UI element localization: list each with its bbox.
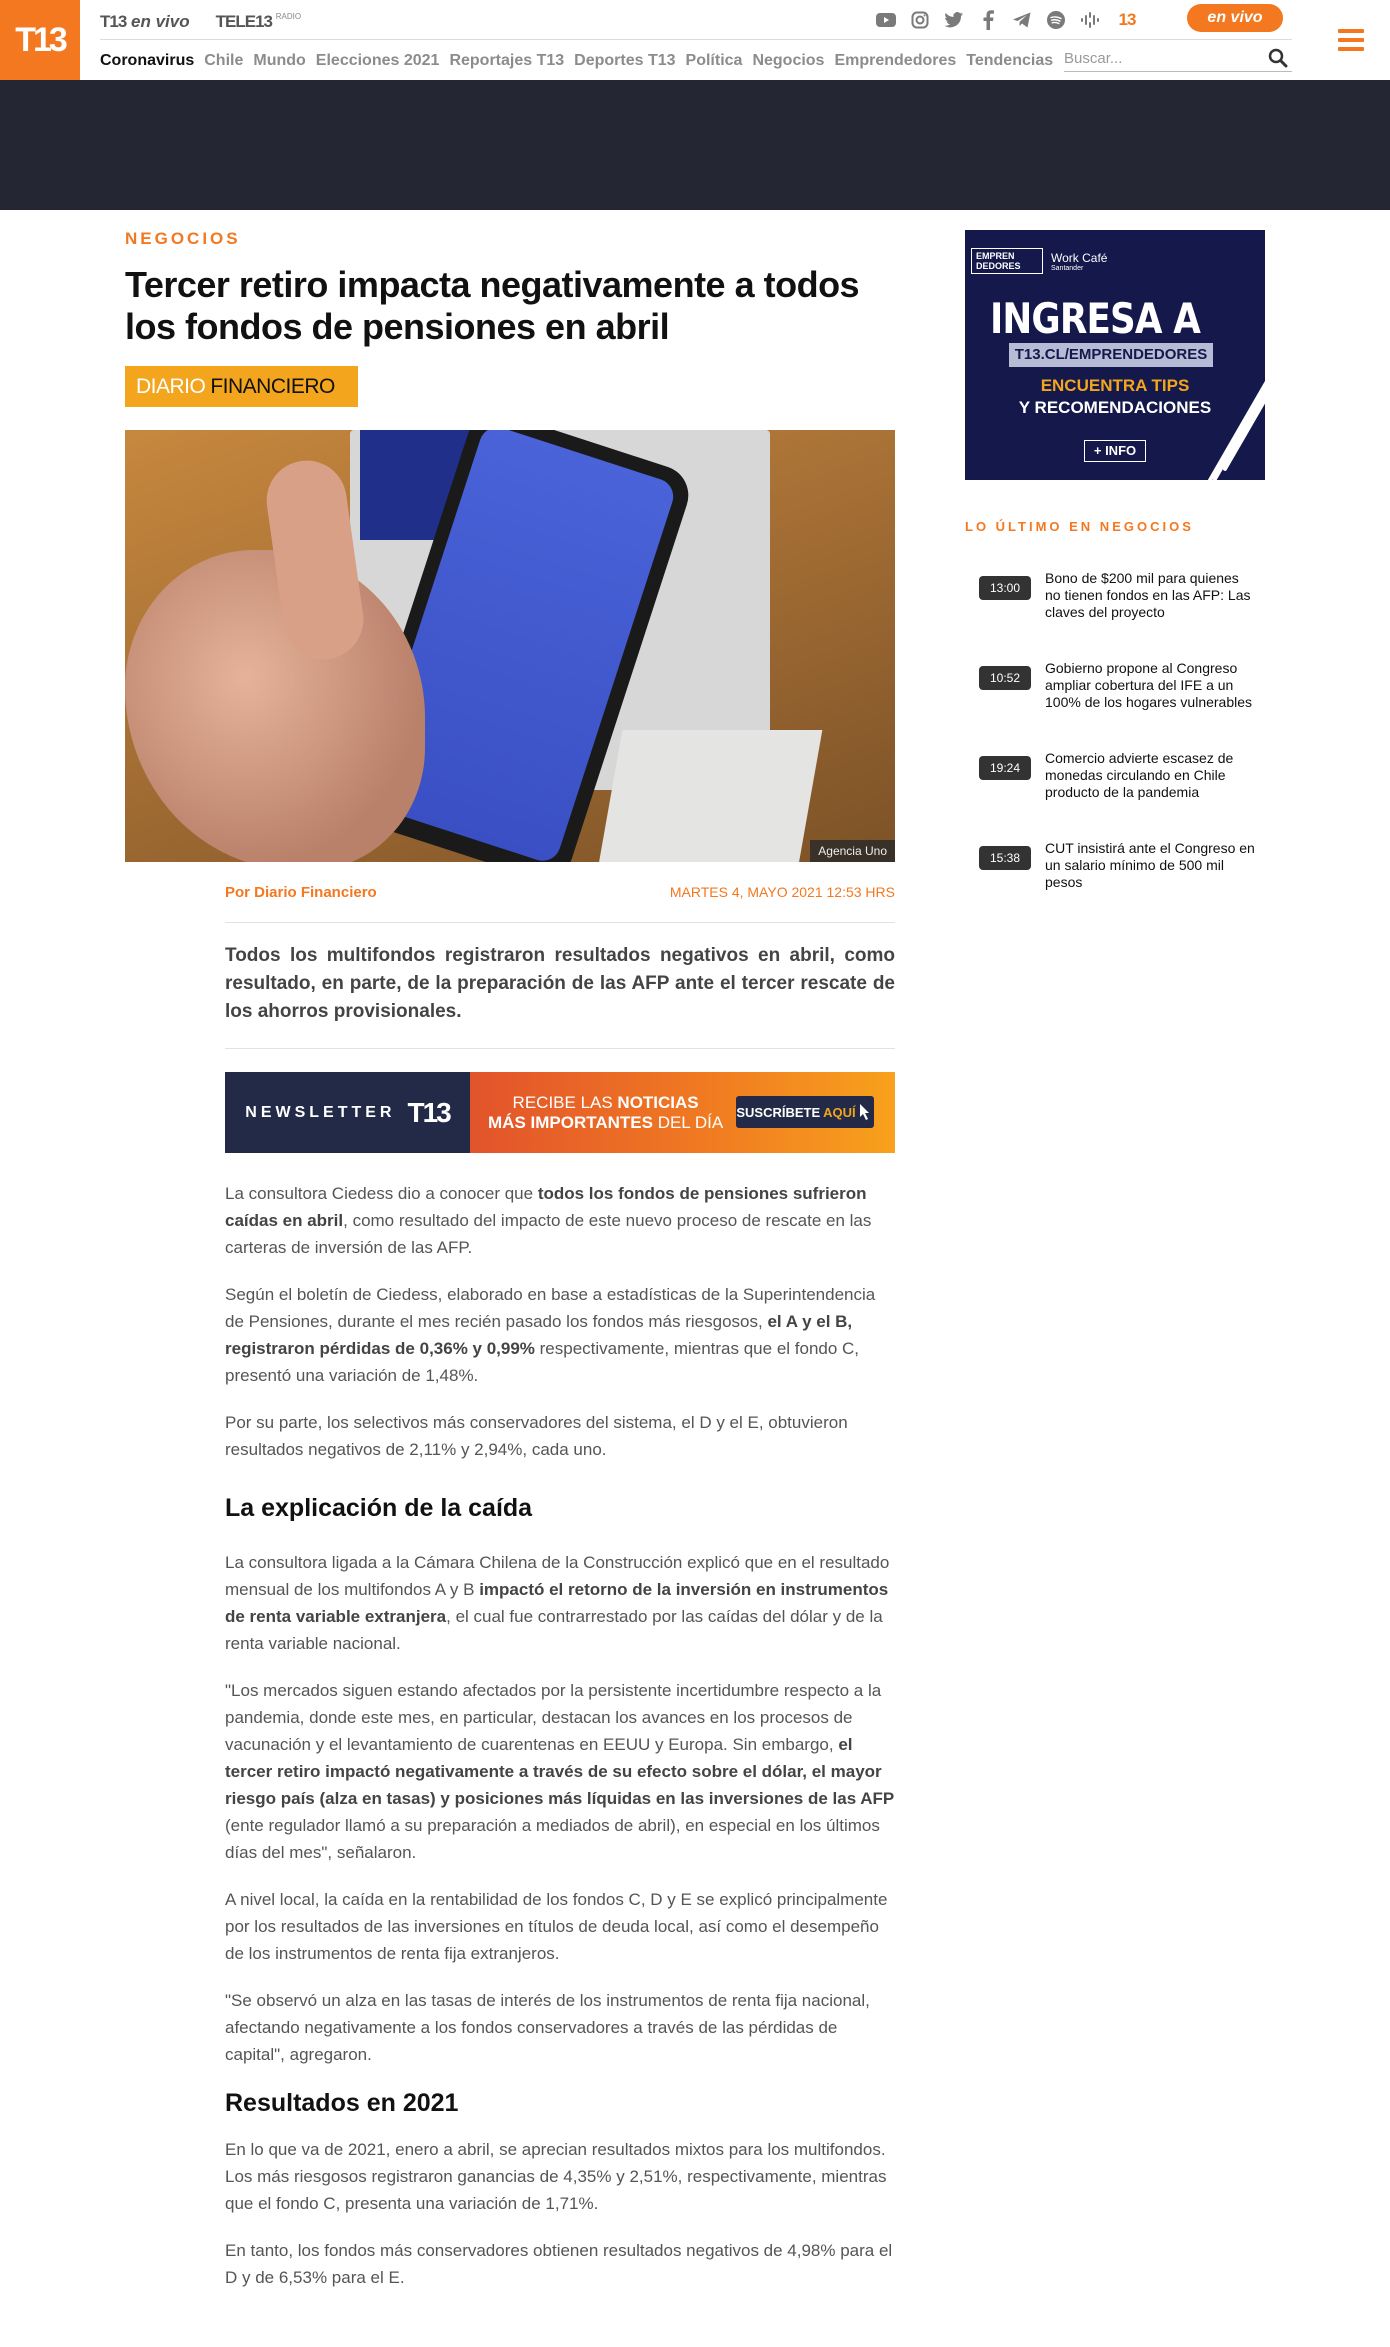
brand-t13-en-vivo[interactable] bbox=[100, 12, 190, 32]
latest-list bbox=[979, 570, 1259, 930]
newsletter-logo: T13 bbox=[407, 1096, 450, 1128]
nav-item-tendencias[interactable]: Tendencias bbox=[966, 52, 1054, 69]
paragraph: "Los mercados siguen estando afectados por la persistente incertidumbre respecto a la pandemia, donde este mes, en particular, destacan los avances en los procesos de vacunación y el levantamiento de cuarentenas en EEUU y Europa. Sin embargo, el tercer retiro impactó negativamente a través de su efecto sobre el dólar, el mayor riesgo país (alza en tasas) y posiciones más líquidas en las inversiones de las AFP (ente regulador llamó a su preparación a mediados de abril), en especial en los últimos días del mes", señalaron. bbox=[225, 1681, 895, 1862]
newsletter-text-2: MÁS IMPORTANTES bbox=[488, 1113, 653, 1132]
photo-credit: Agencia Uno bbox=[810, 840, 895, 862]
nav-item-elecciones[interactable]: Elecciones 2021 bbox=[315, 52, 440, 69]
nav-item-coronavirus[interactable]: Coronavirus bbox=[100, 52, 195, 69]
workcafe-logo: Work Café Santander bbox=[1051, 250, 1108, 272]
newsletter-left bbox=[225, 1072, 470, 1153]
nav-item-reportajes[interactable]: Reportajes T13 bbox=[449, 52, 565, 69]
hero-image bbox=[125, 430, 895, 862]
ad-url: T13.CL/EMPRENDEDORES bbox=[1009, 343, 1213, 367]
newsletter-text-1b: NOTICIAS bbox=[617, 1093, 699, 1112]
main-nav bbox=[100, 50, 1053, 72]
newsletter-text bbox=[488, 1093, 723, 1133]
paragraph: "Se observó un alza en las tasas de interés de los instrumentos de renta fija nacional, afectando negativamente a los fondos conservadores a través de las pérdidas de capital", agregaron. bbox=[225, 1991, 870, 2064]
brand-radio-label: TELE13 bbox=[215, 12, 272, 31]
nav-divider bbox=[100, 39, 1292, 40]
subscribe-button[interactable] bbox=[736, 1096, 874, 1128]
subscribe-label-b: AQUÍ bbox=[823, 1104, 856, 1120]
ad-recommendations: Y RECOMENDACIONES bbox=[1018, 398, 1212, 417]
nav-item-chile[interactable]: Chile bbox=[204, 52, 244, 69]
paragraph: A nivel local, la caída en la rentabilidad de los fondos C, D y E se explicó principalmente por los resultados de las inversiones en títulos de deuda local, así como el desempeño de los instrumentos de renta fija extranjeros. bbox=[225, 1890, 888, 1963]
list-item[interactable] bbox=[979, 570, 1259, 660]
sidebar-ad-emprendedores[interactable] bbox=[965, 230, 1265, 480]
newsletter-banner[interactable] bbox=[225, 1072, 895, 1153]
social-links bbox=[876, 7, 1140, 33]
top-ad-banner[interactable] bbox=[0, 80, 1390, 210]
brand-live-prefix: T13 bbox=[100, 12, 127, 31]
brand-row bbox=[100, 10, 301, 34]
list-item[interactable] bbox=[979, 660, 1259, 750]
latest-heading: LO ÚLTIMO EN NEGOCIOS bbox=[965, 519, 1194, 534]
divider bbox=[225, 1048, 895, 1049]
latest-headline[interactable]: CUT insistirá ante el Congreso en un salario mínimo de 500 mil pesos bbox=[1045, 840, 1255, 890]
byline[interactable]: Por Diario Financiero bbox=[225, 884, 377, 901]
source-badge-part-2: FINANCIERO bbox=[210, 374, 335, 398]
section-tag[interactable]: NEGOCIOS bbox=[125, 229, 241, 248]
brand-radio-small: RADIO bbox=[275, 12, 302, 21]
instagram-icon[interactable] bbox=[910, 10, 930, 30]
publish-date: MARTES 4, MAYO 2021 12:53 HRS bbox=[669, 884, 895, 900]
ad-info-button[interactable]: + INFO bbox=[1084, 440, 1146, 462]
paragraph: Según el boletín de Ciedess, elaborado en base a estadísticas de la Superintendencia de Pensiones, durante el mes recién pasado los fondos más riesgosos, el A y el B, registraron pérdidas de 0,36% y 0,99% respectivamente, mientras que el fondo C, presentó una variación de 1,48%. bbox=[225, 1285, 876, 1385]
paragraph: Por su parte, los selectivos más conservadores del sistema, el D y el E, obtuvieron resultados negativos de 2,11% y 2,94%, cada uno. bbox=[225, 1413, 848, 1459]
newsletter-word: NEWSLETTER bbox=[245, 1103, 396, 1121]
newsletter-text-1: RECIBE LAS bbox=[512, 1093, 618, 1112]
latest-headline[interactable]: Gobierno propone al Congreso ampliar cobertura del IFE a un 100% de los hogares vulnerables bbox=[1045, 660, 1253, 710]
logo-text: T13 bbox=[15, 20, 65, 59]
paragraph: La consultora Ciedess dio a conocer que todos los fondos de pensiones sufrieron caídas en abril, como resultado del impacto de este nuevo proceso de rescate en las carteras de inversión de las AFP. bbox=[225, 1184, 872, 1257]
article-title: Tercer retiro impacta negativamente a todos los fondos de pensiones en abril bbox=[125, 264, 860, 347]
t13-logo[interactable] bbox=[0, 0, 80, 80]
youtube-icon[interactable] bbox=[876, 10, 896, 30]
source-badge-part-1: DIARIO bbox=[136, 374, 206, 398]
cursor-icon bbox=[858, 1103, 874, 1121]
subheading: Resultados en 2021 bbox=[225, 2089, 459, 2117]
ad-headline: INGRESA A bbox=[989, 294, 1201, 343]
divider bbox=[225, 922, 895, 923]
emprendedores-logo: EMPREN DEDORES bbox=[971, 248, 1043, 274]
site-header bbox=[0, 0, 1390, 80]
spotify-icon[interactable] bbox=[1046, 10, 1066, 30]
en-vivo-button[interactable]: en vivo bbox=[1187, 4, 1283, 32]
list-item[interactable] bbox=[979, 840, 1259, 930]
nav-item-politica[interactable]: Política bbox=[685, 52, 743, 69]
subscribe-label: SUSCRÍBETE bbox=[736, 1104, 821, 1120]
hamburger-menu-icon[interactable] bbox=[1338, 29, 1364, 51]
paragraph: En lo que va de 2021, enero a abril, se aprecian resultados mixtos para los multifondos. Los más riesgosos registraron ganancias de 4,35% y 2,51%, respectivamente, mientras que el fondo C, presenta una variación de 1,71%. bbox=[225, 2140, 887, 2213]
newsletter-text-2b: DEL DÍA bbox=[652, 1113, 724, 1132]
ad-logos bbox=[971, 248, 1107, 274]
nav-item-negocios[interactable]: Negocios bbox=[752, 52, 825, 69]
podcast-icon[interactable] bbox=[1080, 10, 1100, 30]
article-lead: Todos los multifondos registraron resultados negativos en abril, como resultado, en parte, de la preparación de las AFP ante el tercer rescate de los ahorros provisionales. bbox=[225, 945, 895, 1022]
latest-headline[interactable]: Bono de $200 mil para quienes no tienen fondos en las AFP: Las claves del proyecto bbox=[1045, 570, 1251, 620]
nav-item-emprendedores[interactable]: Emprendedores bbox=[834, 52, 957, 69]
time-badge: 19:24 bbox=[979, 756, 1031, 780]
paragraph: La consultora ligada a la Cámara Chilena de la Construcción explicó que en el resultado mensual de los multifondos A y B impactó el retorno de la inversión en instrumentos de renta variable extranjera, el cual fue contrarrestado por las caídas del dólar y de la renta variable nacional. bbox=[225, 1553, 890, 1653]
search-icon[interactable] bbox=[1268, 48, 1288, 68]
nav-item-mundo[interactable]: Mundo bbox=[253, 52, 306, 69]
brand-live-label: en vivo bbox=[131, 12, 190, 31]
brand-tele13-radio[interactable] bbox=[216, 12, 301, 32]
facebook-icon[interactable] bbox=[978, 10, 998, 30]
telegram-icon[interactable] bbox=[1012, 10, 1032, 30]
article-body bbox=[225, 1180, 895, 2311]
subheading: La explicación de la caída bbox=[225, 1494, 533, 1522]
source-badge[interactable] bbox=[125, 366, 358, 407]
time-badge: 15:38 bbox=[979, 846, 1031, 870]
time-badge: 10:52 bbox=[979, 666, 1031, 690]
latest-headline[interactable]: Comercio advierte escasez de monedas circulando en Chile producto de la pandemia bbox=[1045, 750, 1234, 800]
ad-tips: ENCUENTRA TIPS bbox=[1040, 376, 1190, 395]
paragraph: En tanto, los fondos más conservadores obtienen resultados negativos de 4,98% para el D y de 6,53% para el E. bbox=[225, 2241, 893, 2287]
time-badge: 13:00 bbox=[979, 576, 1031, 600]
twitter-icon[interactable] bbox=[944, 10, 964, 30]
list-item[interactable] bbox=[979, 750, 1259, 840]
search-box bbox=[1064, 46, 1292, 72]
t13-small-icon[interactable]: 13 bbox=[1118, 10, 1136, 29]
search-input[interactable] bbox=[1064, 46, 1254, 70]
nav-item-deportes[interactable]: Deportes T13 bbox=[574, 52, 676, 69]
newsletter-right bbox=[470, 1072, 895, 1153]
hero-keyboard bbox=[598, 730, 823, 862]
